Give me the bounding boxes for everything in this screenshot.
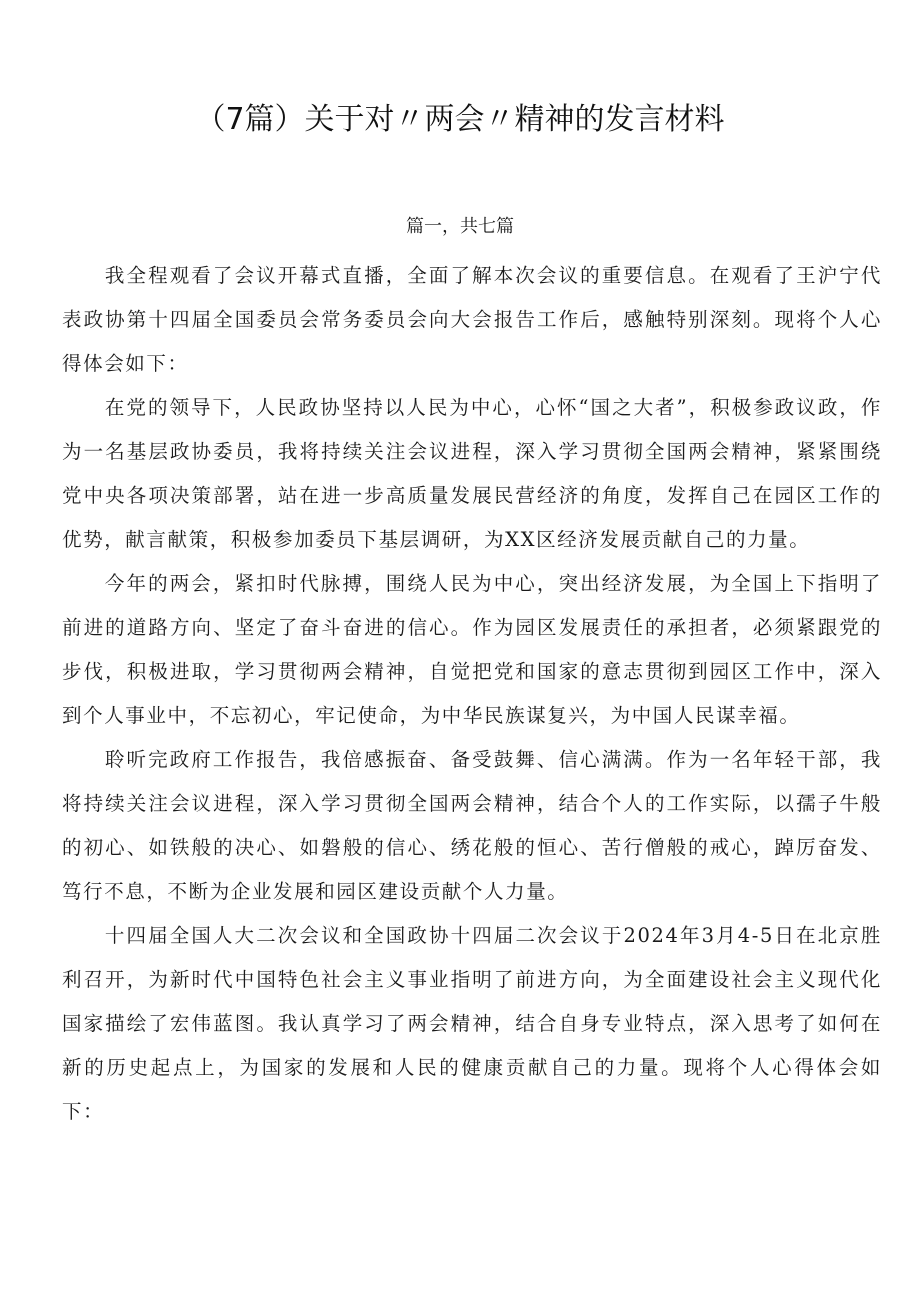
- section-heading: 篇一，共七篇: [406, 216, 514, 237]
- paragraph-1: 我全程观看了会议开幕式直播，全面了解本次会议的重要信息。在观看了王沪宁代表政协第十四届全国委员会常务委员会向大会报告工作后，感触特别深刻。现将个人心得体会如下：: [62, 264, 882, 375]
- paragraph-4: 聆听完政府工作报告，我倍感振奋、备受鼓舞、信心满满。作为一名年轻干部，我将持续关注会议进程，深入学习贯彻全国两会精神，结合个人的工作实际，以孺子牛般的初心、如铁般的决心、如磐般的信心、绣花般的恒心、苦行僧般的戒心，踔厉奋发、笃行不息，不断为企业发展和园区建设贡献个人力量。: [62, 748, 882, 903]
- document-title: （7篇）关于对〃两会〃精神的发言材料: [195, 102, 725, 137]
- paragraph-2: 在党的领导下，人民政协坚持以人民为中心，心怀“国之大者”，积极参政议政，作为一名基层政协委员，我将持续关注会议进程，深入学习贯彻全国两会精神，紧紧围绕党中央各项决策部署，站在进一步高质量发展民营经济的角度，发挥自己在园区工作的优势，献言献策，积极参加委员下基层调研，为XX区经济发展贡献自己的力量。: [62, 396, 882, 551]
- paragraph-3: 今年的两会，紧扣时代脉搏，围绕人民为中心，突出经济发展，为全国上下指明了前进的道路方向、坚定了奋斗奋进的信心。作为园区发展责任的承担者，必须紧跟党的步伐，积极进取，学习贯彻两会精神，自觉把党和国家的意志贯彻到园区工作中，深入到个人事业中，不忘初心，牢记使命，为中华民族谋复兴，为中国人民谋幸福。: [62, 572, 882, 727]
- paragraph-5: 十四届全国人大二次会议和全国政协十四届二次会议于2024年3月4-5日在北京胜利召开，为新时代中国特色社会主义事业指明了前进方向，为全面建设社会主义现代化国家描绘了宏伟蓝图。我认真学习了两会精神，结合自身专业特点，深入思考了如何在新的历史起点上，为国家的发展和人民的健康贡献自己的力量。现将个人心得体会如下：: [62, 924, 882, 1123]
- document-body: [62, 254, 882, 1134]
